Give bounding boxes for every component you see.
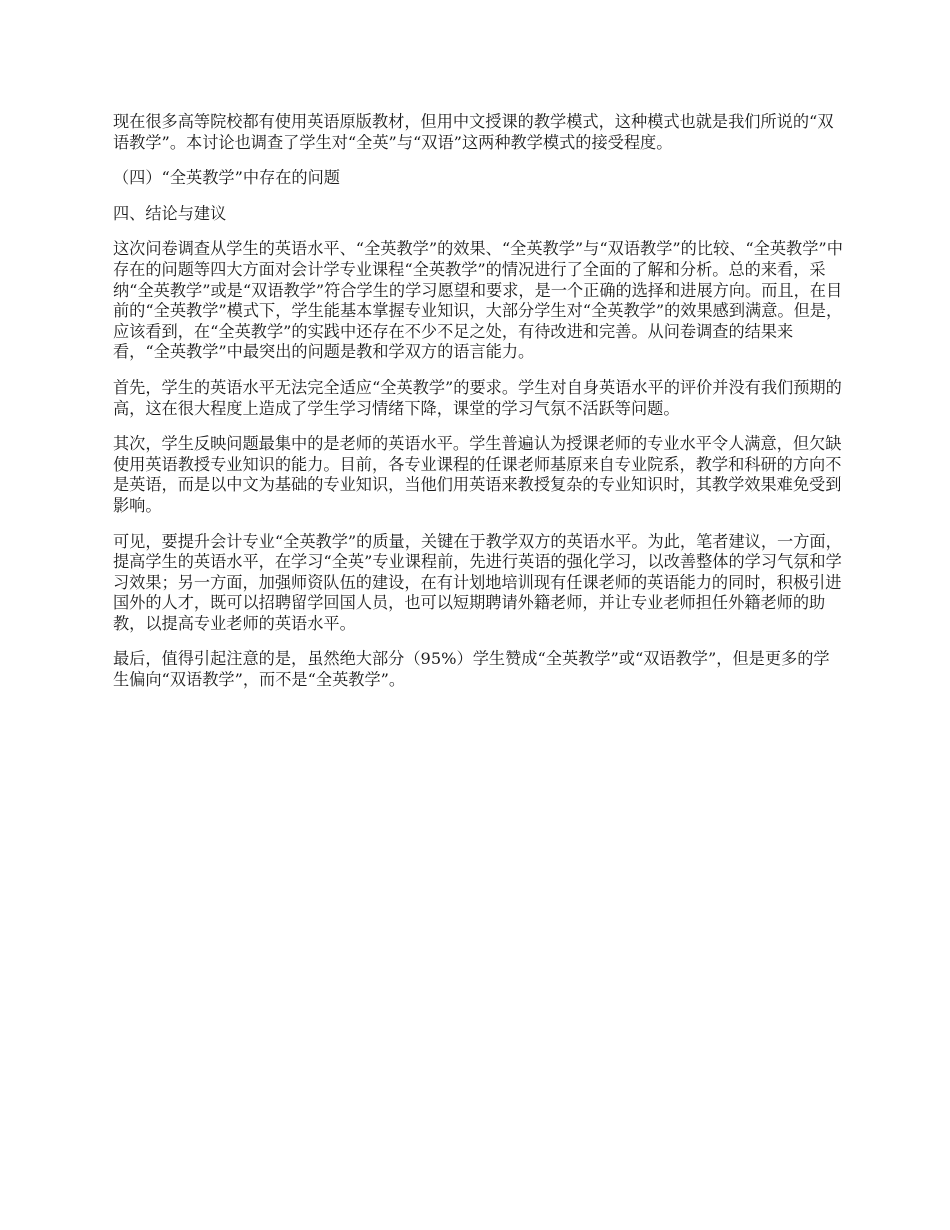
paragraph-second: 其次，学生反映问题最集中的是老师的英语水平。学生普遍认为授课老师的专业水平令人满意，但欠缺使用英语教授专业知识的能力。目前，各专业课程的任课老师基原来自专业院系，教学和科研的方向不是英语，而是以中文为基础的专业知识，当他们用英语来教授复杂的专业知识时，其教学效果难免受到影响。 <box>113 434 842 515</box>
paragraph-intro: 现在很多高等院校都有使用英语原版教材，但用中文授课的教学模式，这种模式也就是我们所说的“双语教学”。本讨论也调查了学生对“全英”与“双语”这两种教学模式的接受程度。 <box>113 112 834 152</box>
section-heading-problems: （四）“全英教学”中存在的问题 <box>113 168 340 188</box>
paragraph-summary: 这次问卷调查从学生的英语水平、“全英教学”的效果、“全英教学”与“双语教学”的比较、“全英教学”中存在的问题等四大方面对会计学专业课程“全英教学”的情况进行了全面的了解和分析。总的来看，采纳“全英教学”或是“双语教学”符合学生的学习愿望和要求，是一个正确的选择和进展方向。而且，在目前的“全英教学”模式下，学生能基本掌握专业知识，大部分学生对“全英教学”的效果感到满意。但是，应该看到，在“全英教学”的实践中还存在不少不足之处，有待改进和完善。从问卷调查的结果来看，“全英教学”中最突出的问题是教和学双方的语言能力。 <box>113 239 843 362</box>
paragraph-first: 首先，学生的英语水平无法完全适应“全英教学”的要求。学生对自身英语水平的评价并没有我们预期的高，这在很大程度上造成了学生学习情绪下降，课堂的学习气氛不活跃等问题。 <box>113 377 842 418</box>
section-heading-conclusion: 四、结论与建议 <box>113 203 227 223</box>
paragraph-recommendation: 可见，要提升会计专业“全英教学”的质量，关键在于教学双方的英语水平。为此，笔者建议，一方面，提高学生的英语水平，在学习“全英”专业课程前，先进行英语的强化学习，以改善整体的学习气氛和学习效果；另一方面，加强师资队伍的建设，在有计划地培训现有任课老师的英语能力的同时，积极引进国外的人才，既可以招聘留学回国人员，也可以短期聘请外籍老师，并让专业老师担任外籍老师的助教，以提高专业老师的英语水平。 <box>113 531 842 633</box>
paragraph-last: 最后，值得引起注意的是，虽然绝大部分（95%）学生赞成“全英教学”或“双语教学”，但是更多的学生偏向“双语教学”，而不是“全英教学”。 <box>113 649 830 690</box>
document-body <box>113 112 843 706</box>
